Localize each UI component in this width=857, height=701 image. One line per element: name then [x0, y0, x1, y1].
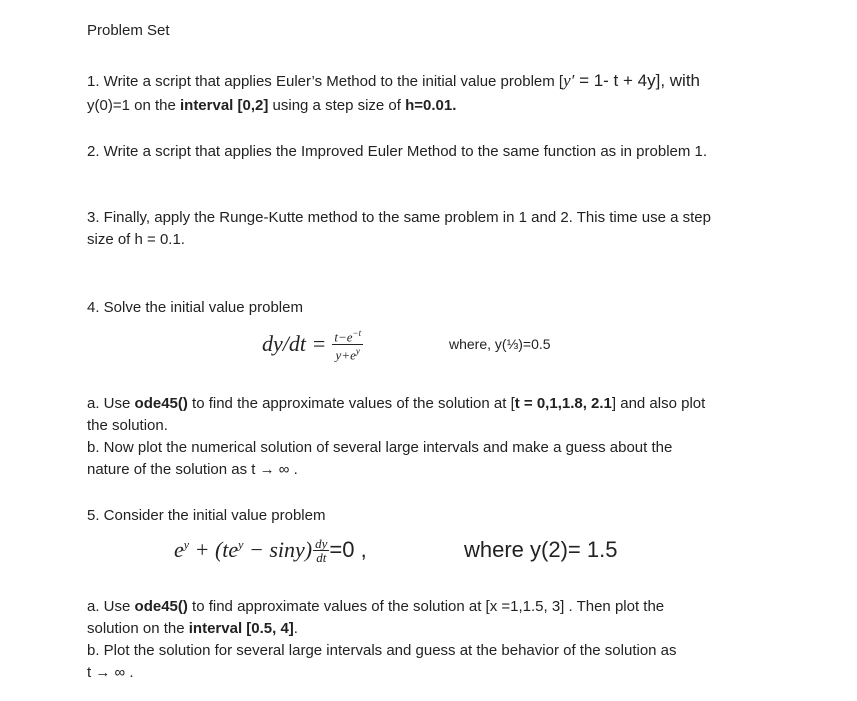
y-prime: y′ — [563, 71, 575, 90]
problem-4-equation: dy/dt = $\frac{t-e^{-t}}{y+e^y}$ — [262, 328, 362, 362]
equation-fraction: $\frac{t-e^{-t}}{y+e^y}$ — [334, 328, 362, 362]
problem-2: 2. Write a script that applies the Improved Euler Method to the same function as in problem 1. — [87, 143, 708, 160]
problem-5-where: where y(2)= 1.5 — [464, 537, 618, 562]
problem-1-line-2: y(0)=1 on the interval [0,2] using a step size of h=0.01. — [87, 97, 457, 114]
problem-5-parts: a. Use ode45() to find approximate values of the solution at [x =1,1.5, 3] . Then plot the solution on the interval [0.5, 4]. b. Plot the solution for several large intervals and guess at the behavior of the solution as t → ∞ . — [87, 598, 677, 681]
problem-1 — [87, 70, 787, 117]
page-title: Problem Set — [87, 22, 170, 39]
problem-1-line-1: 1. Write a script that applies Euler’s Method to the initial value problem [y′ = 1- t + 4y], with — [87, 71, 701, 90]
problem-4-parts: a. Use ode45() to find the approximate values of the solution at [t = 0,1,1.8, 2.1] and also plot the solution. b. Now plot the numerical solution of several large intervals and make a guess about the nature of the solution as t → ∞ . — [87, 395, 706, 478]
problem-4-intro: 4. Solve the initial value problem — [87, 299, 303, 316]
problem-5-equation: $e^y + (te^y - \sin y)$ $\frac{dy}{dt}$ =0 , — [174, 535, 367, 565]
problem-3: 3. Finally, apply the Runge-Kutte method to the same problem in 1 and 2. This time use a step size of h = 0.1. — [87, 209, 711, 248]
problem-5-intro: 5. Consider the initial value problem — [87, 507, 326, 524]
dy-dt-fraction: $\frac{dy}{dt}$ — [315, 535, 328, 565]
problem-4-where: where, y(⅓)=0.5 — [449, 336, 551, 352]
